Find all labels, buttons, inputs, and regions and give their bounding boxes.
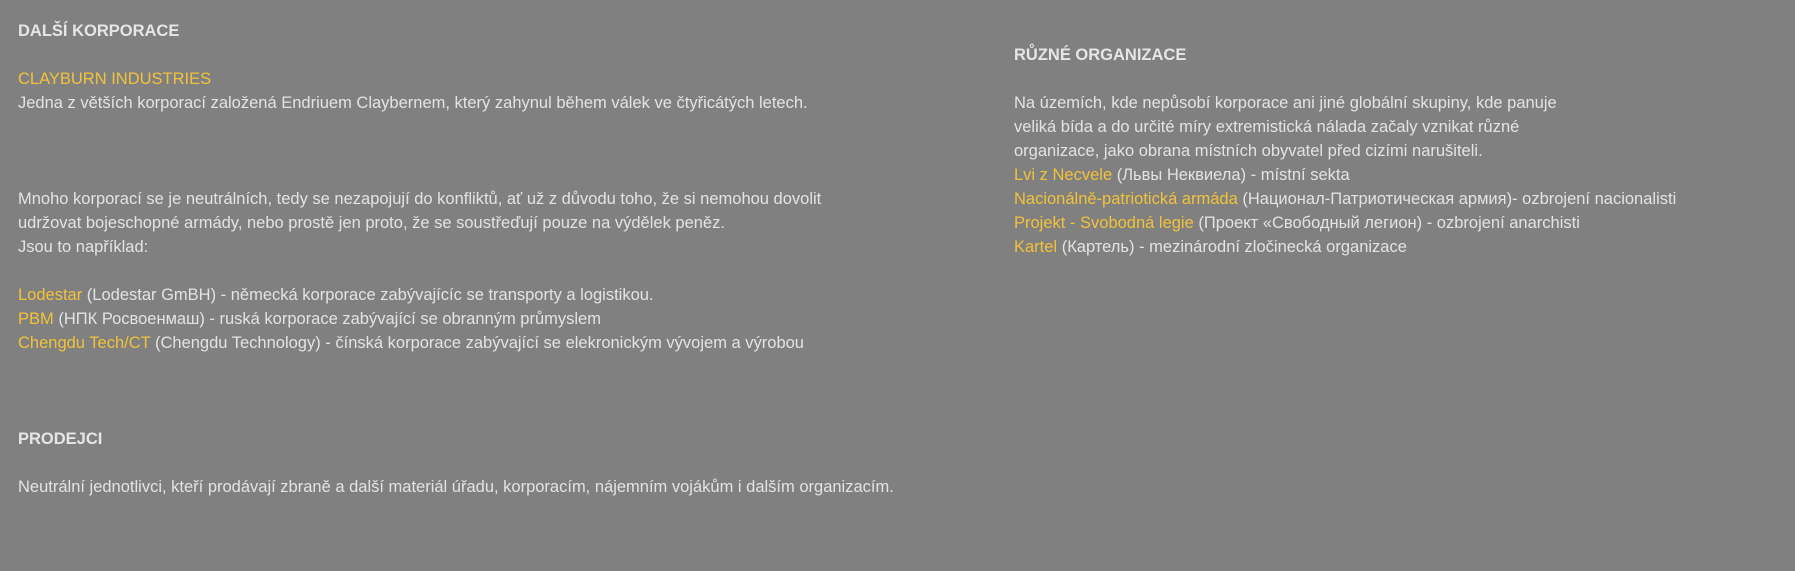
example-corporation [18, 283, 1018, 307]
organization-name: Lvi z Necvele [1014, 166, 1113, 184]
neutral-text-line: Jsou to například: [18, 238, 149, 256]
left-column [18, 19, 1018, 499]
right-column [1014, 43, 1794, 259]
clayburn-title: CLAYBURN INDUSTRIES [18, 70, 212, 88]
example-corporation-name: Lodestar [18, 286, 83, 304]
organization-desc: (Картель) - mezinárodní zločinecká organizace [1057, 238, 1407, 256]
organization-desc: (Львы Неквиела) - místní sekta [1112, 166, 1350, 184]
example-corporation [18, 331, 1018, 355]
organization-name: Kartel [1014, 238, 1058, 256]
organizations-intro-line: veliká bída a do určité míry extremistická nálada začaly vznikat různé [1014, 118, 1520, 136]
example-corporation [18, 307, 1018, 331]
clayburn-description: Jedna z větších korporací založená Endriuem Claybernem, který zahynul během válek ve čtyřicátých letech. [18, 94, 808, 112]
organization-desc: (Национал-Патриотическая армия)- ozbrojení nacionalisti [1237, 190, 1677, 208]
organization-item [1014, 187, 1794, 211]
example-corporation-desc: (НПК Росвоенмаш) - ruská korporace zabývající se obranným průmyslem [53, 310, 601, 328]
organization-item [1014, 163, 1794, 187]
organization-item [1014, 235, 1794, 259]
organization-desc: (Проект «Свободный легион) - ozbrojení anarchisti [1193, 214, 1580, 232]
section-heading-other-corporations: DALŠÍ KORPORACE [18, 22, 180, 40]
organization-item [1014, 211, 1794, 235]
organization-name: Nacionálně-patriotická armáda [1014, 190, 1238, 208]
neutral-text-line: Mnoho korporací se je neutrálních, tedy se nezapojují do konfliktů, ať už z důvodu toho, že si nemohou dovolit [18, 190, 822, 208]
example-corporation-name: PBM [18, 310, 54, 328]
neutral-text-line: udržovat bojeschopné armády, nebo prostě jen proto, že se soustřeďují pouze na výdělek peněz. [18, 214, 725, 232]
section-heading-various-organizations: RŮZNÉ ORGANIZACE [1014, 46, 1187, 64]
organization-name: Projekt - Svobodná legie [1014, 214, 1194, 232]
organizations-intro-line: organizace, jako obrana místních obyvatel před cizími narušiteli. [1014, 142, 1483, 160]
example-corporation-desc: (Lodestar GmBH) - německá korporace zabývajícíc se transporty a logistikou. [82, 286, 654, 304]
organizations-intro-line: Na územích, kde nepůsobí korporace ani jiné globální skupiny, kde panuje [1014, 94, 1557, 112]
example-corporation-desc: (Chengdu Technology) - čínská korporace zabývající se elekronickým vývojem a výrobou [150, 334, 804, 352]
sellers-text: Neutrální jednotlivci, kteří prodávají zbraně a další materiál úřadu, korporacím, nájemním vojákům i dalším organizacím. [18, 478, 894, 496]
example-corporation-name: Chengdu Tech/CT [18, 334, 151, 352]
section-heading-sellers: PRODEJCI [18, 430, 103, 448]
